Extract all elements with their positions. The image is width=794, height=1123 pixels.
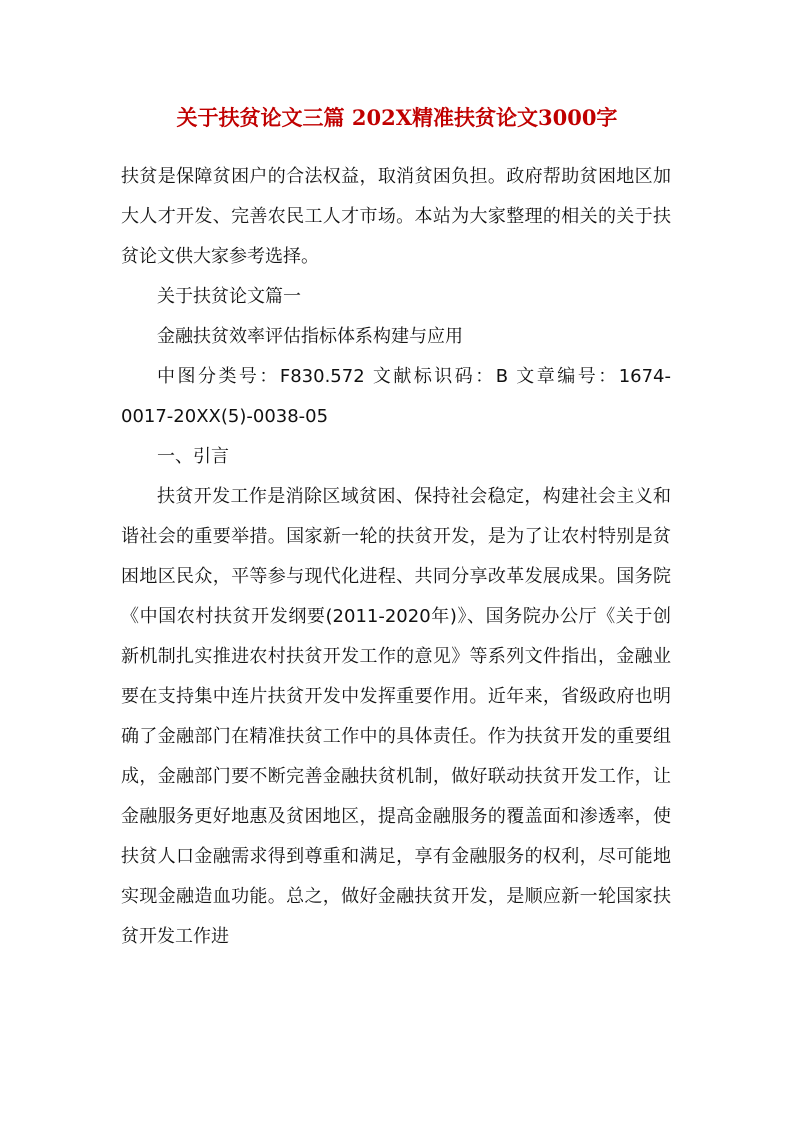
body-paragraph: 扶贫开发工作是消除区域贫困、保持社会稳定，构建社会主义和谐社会的重要举措。国家新一轮的扶贫开发，是为了让农村特别是贫困地区民众，平等参与现代化进程、共同分享改革发展成果。国务院《中国农村扶贫开发纲要(2011-2020年)》、国务院办公厅《关于创新机制扎实推进农村扶贫开发工作的意见》等系列文件指出，金融业要在支持集中连片扶贫开发中发挥重要作用。近年来，省级政府也明确了金融部门在精准扶贫工作中的具体责任。作为扶贫开发的重要组成，金融部门要不断完善金融扶贫机制，做好联动扶贫开发工作，让金融服务更好地惠及贫困地区，提高金融服务的覆盖面和渗透率，使扶贫人口金融需求得到尊重和满足，享有金融服务的权利，尽可能地实现金融造血功能。总之，做好金融扶贫开发，是顺应新一轮国家扶贫开发工作进 <box>121 486 671 947</box>
classification-info: 中图分类号：F830.572 文献标识码：B 文章编号：1674-0017-20XX(5)-0038-05 <box>121 366 671 427</box>
document-title: 关于扶贫论文三篇 202X精准扶贫论文3000字 <box>176 105 618 130</box>
intro-paragraph: 扶贫是保障贫困户的合法权益，取消贫困负担。政府帮助贫困地区加大人才开发、完善农民工人才市场。本站为大家整理的相关的关于扶贫论文供大家参考选择。 <box>121 166 671 267</box>
document-body <box>121 157 671 957</box>
paper-title: 金融扶贫效率评估指标体系构建与应用 <box>157 326 463 347</box>
section-heading-introduction: 一、引言 <box>157 446 229 467</box>
section-heading-paper-one: 关于扶贫论文篇一 <box>157 286 301 307</box>
